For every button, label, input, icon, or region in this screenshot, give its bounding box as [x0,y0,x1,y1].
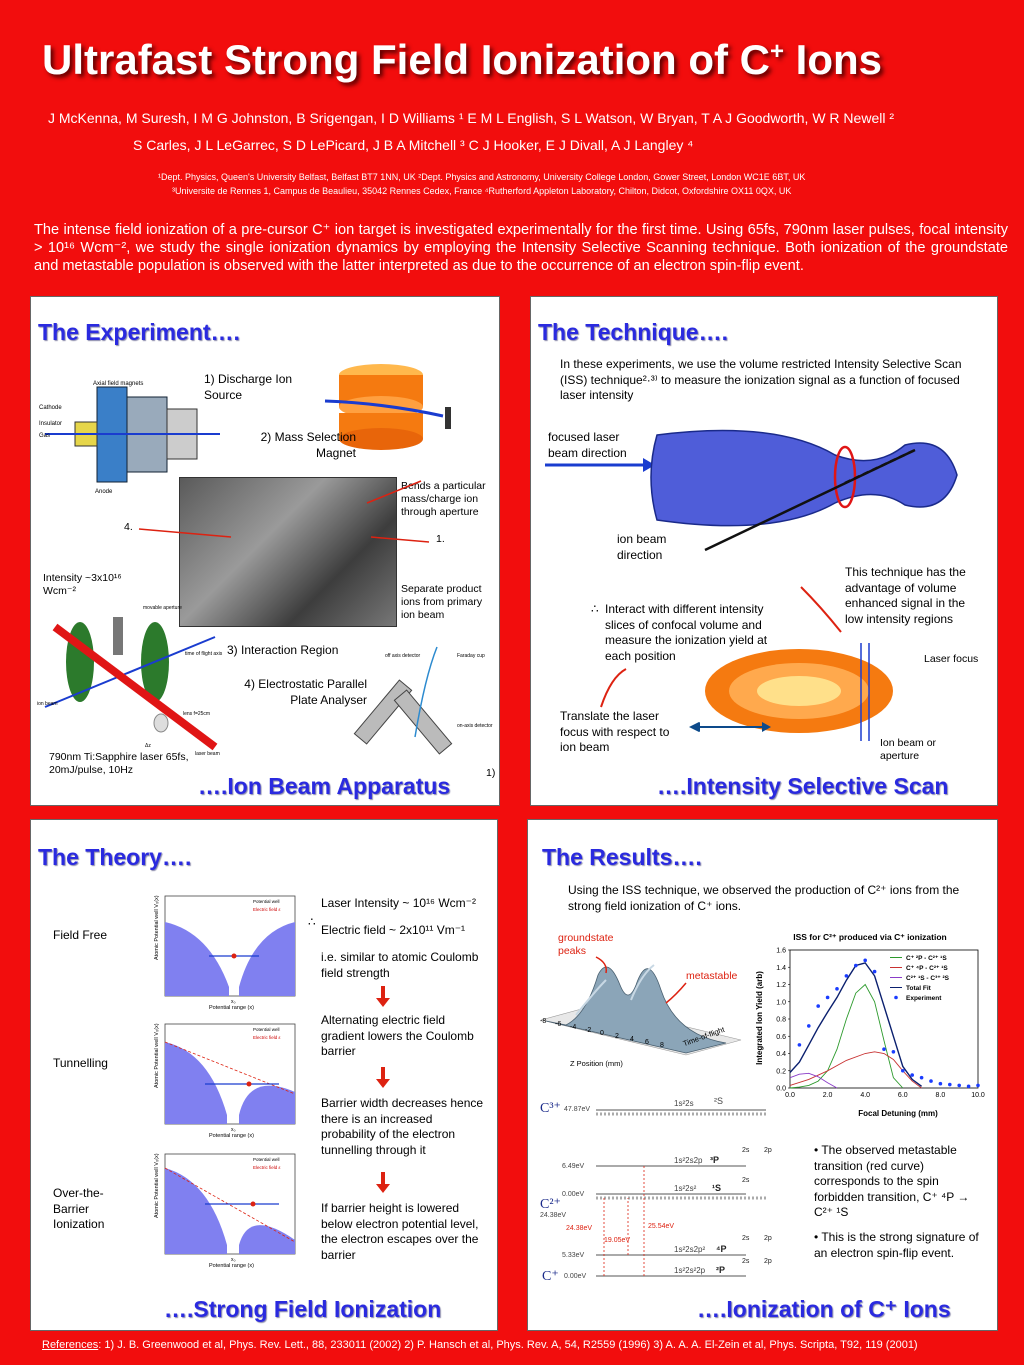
c3-config: 1s²2s [674,1099,694,1108]
gas-label: Gas [39,433,51,439]
affiliations-line-2: ³Universite de Rennes 1, Campus de Beaulieu, 35042 Rennes Cedex, France ⁴Rutherford Appleton Laboratory, Chilton, Didcot, Oxfordshire OX11 0QX, UK [172,186,792,196]
row-tunnelling: Tunnelling [53,1056,108,1070]
theory-therefore: ∴ [308,915,316,929]
theory-step3: If barrier height is lowered below electron potential level, the electron escapes over the barrier [321,1201,479,1262]
chart-ytick-label: 0.2 [776,1068,786,1076]
surface-tick: -8 [540,1018,547,1025]
potential-plot-otb [149,1150,299,1268]
ionbeam-label: ion beam [37,701,58,707]
surface-tick: -6 [555,1021,562,1028]
dz-label: Δz [145,743,151,749]
results-intro: Using the ISS technique, we observed the production of C²⁺ ions from the strong field ionization of C⁺ ions. [568,883,960,913]
chart-ytick-label: 0.0 [776,1085,786,1093]
plot2-legend-field: Electric field ε [253,1035,281,1040]
plot1-legend-field: Electric field ε [253,907,281,912]
label-ion-beam-direction: ion beam direction [617,532,667,562]
chart-point [967,1084,971,1088]
results-panel [527,819,998,1331]
plot3-legend-field: Electric field ε [253,1165,281,1170]
c2-term-1: ³P [710,1155,719,1165]
c3-term: ²S [714,1096,723,1106]
theory-similar: i.e. similar to atomic Coulomb field strength [321,950,479,980]
theory-panel [30,819,498,1331]
abstract: The intense field ionization of a pre-cursor C⁺ ion target is investigated experimentally for the first time. Using 65fs, 790nm laser pulses, focal intensity > 10¹⁶ Wcm⁻², we study the single ionization dynamics by employing the Intensity Selective Scanning technique. Both ionization of the groundstate and metastable population is observed with the latter interpreted as due to the occurrence of an electron spin-flip event. [34,222,1008,274]
arrow-down-1 [381,986,385,1000]
authors-line-2: S Carles, J L LeGarrec, S D LePicard, J B A Mitchell ³ C J Hooker, E J Divall, A J Langley ⁴ [133,137,694,153]
chart-xtick-label: 4.0 [860,1092,871,1099]
chart-point [807,1024,811,1028]
surface-tick: 8 [660,1042,664,1049]
chart-ytick-label: 1.0 [776,999,786,1007]
label-analyser: 4) Electrostatic Parallel Plate Analyser [244,677,367,707]
aperture-label: movable aperture [143,605,182,611]
technique-panel [530,296,998,806]
theory-step1: Alternating electric field gradient lowers the Coulomb barrier [321,1013,474,1058]
plot3-xlabel: Potential range (x) [209,1263,254,1268]
orbital-2p-a: 2p [764,1147,772,1154]
c2-energy-3: 24.38eV [540,1212,567,1219]
plot2-legend-well: Potential well [253,1027,280,1032]
cp-term-1: ⁴P [716,1244,727,1254]
laserbeam-label: laser beam [195,751,220,757]
cp-ion: C⁺ [542,1269,559,1284]
technique-therefore: ∴ [591,602,599,616]
arrow-down-3 [381,1172,385,1186]
chart-point [873,970,877,974]
chart-point [976,1084,980,1088]
label-bends: Bends a particular mass/charge ion through aperture [401,480,486,518]
row-field-free: Field Free [53,928,108,942]
orbital-2s-c: 2s [742,1235,750,1242]
c2-energy-2: 0.00eV [562,1191,585,1198]
surface-tick: -2 [585,1027,592,1034]
potential-plot-tunnelling [149,1020,299,1138]
cp-term-2: ²P [716,1265,725,1275]
plot2-ylabel: Atomic Potential well V₀(x) [154,1023,160,1088]
label-focused-beam: focused laser beam direction [548,430,627,460]
orbital-2p-c: 2p [764,1235,772,1242]
plot2-x0: x₀ [231,1127,236,1133]
chart-ytick-label: 0.4 [776,1051,786,1058]
cp-config-1: 1s²2s2p² [674,1245,706,1254]
technique-footer: ….Intensity Selective Scan [657,773,949,799]
poster-title: Ultrafast Strong Field Ionization of C+ Ions [42,36,883,83]
chart-xtick-label: 10.0 [971,1092,985,1099]
label-interact: Interact with different intensity slices of confocal volume and measure the ionization yield at each position [605,602,768,663]
results-bullet-1: • The observed metastable transition (red curve) corresponds to the spin forbidden transition, C⁺ ⁴P → C²⁺ ¹S [814,1143,970,1219]
chart-ytick-label: 0.6 [776,1033,786,1041]
orbital-2p-d: 2p [764,1258,772,1265]
technique-intro: In these experiments, we use the volume restricted Intensity Selective Scan (ISS) technique²·³⁾ to measure the ionization signal as a function of focused laser intensity [560,357,962,402]
results-title: The Results…. [542,844,702,870]
c3-energy: 47.87eV [564,1106,591,1113]
c2-term-2: ¹S [712,1183,721,1193]
plot3-ylabel: Atomic Potential well V₀(x) [154,1153,160,1218]
orbital-2s-b: 2s [742,1177,750,1184]
label-intensity: Intensity ~3x10¹⁶ Wcm⁻² [43,572,122,597]
plot1-legend-well: Potential well [253,899,280,904]
interaction-region-diagram [35,597,225,757]
surface-tick: 2 [615,1033,619,1040]
lens-label: lens f=25cm [183,711,211,717]
surface-tick: 0 [600,1030,604,1037]
marker-4: 4. [124,521,133,533]
technique-title: The Technique…. [538,319,728,345]
chart-xtick-label: 8.0 [935,1092,946,1099]
c2-config-1: 1s²2s2p [674,1156,703,1165]
plot2-xlabel: Potential range (x) [209,1133,254,1138]
chart-point [892,1050,896,1054]
chart-ytick-label: 0.8 [776,1016,786,1024]
plot1-ylabel: Atomic Potential well V₀(x) [154,895,160,960]
label-discharge-source: 1) Discharge Ion Source [204,372,293,402]
translate-double-arrow [691,717,771,737]
label-mass-selection: 2) Mass Selection Magnet [260,430,356,460]
results-bullet-2: • This is the strong signature of an electron spin-flip event. [814,1230,979,1260]
label-interaction-region: 3) Interaction Region [227,643,339,657]
label-ion-aperture: Ion beam or aperture [880,737,937,762]
chart-point [798,1043,802,1047]
cp-energy-1: 5.33eV [562,1252,585,1259]
chart-legend-label: C⁺ ²P - C²⁺ ¹S [906,955,947,962]
chart-legend-label: Experiment [906,995,942,1002]
theory-step2: Barrier width decreases hence there is an increased probability of the electron tunnelling through it [321,1096,484,1157]
chart-xtick-label: 2.0 [822,1092,833,1099]
chart-ylabel: Integrated Ion Yield (arb) [755,971,764,1065]
theory-footer: ….Strong Field Ionization [164,1296,442,1322]
surface-tick: 6 [645,1039,649,1046]
authors-line-1: J McKenna, M Suresh, I M G Johnston, B Srigengan, I D Williams ¹ E M L English, S L Watson, W Bryan, T A J Goodworth, W R Newell ² [48,110,895,126]
surface-ticks [540,1018,680,1049]
focus-beam-diagram [545,415,985,555]
chart-point [882,1047,886,1051]
experiment-footer: ….Ion Beam Apparatus [198,773,451,799]
label-separate: Separate product ions from primary ion beam [401,583,483,621]
gap-3: 25.54eV [648,1223,675,1230]
marker-1b: 1) [486,767,496,779]
faraday-label: Faraday cup [457,653,485,659]
label-groundstate: groundstate peaks [558,932,614,957]
plot1-xlabel: Potential range (x) [209,1005,254,1010]
chart-xlabel: Focal Detuning (mm) [858,1109,938,1118]
chart-legend-marker [894,996,898,1000]
theory-laser-intensity: Laser Intensity ~ 10¹⁶ Wcm⁻² [321,896,476,910]
chart-xtick-label: 6.0 [897,1092,908,1099]
orbital-2s-d: 2s [742,1258,750,1265]
chart-ytick-label: 1.6 [776,947,786,955]
chart-point [854,964,858,968]
chart-point [957,1084,961,1088]
surface-ylabel: Time-of-flight [681,1024,726,1049]
chart-point [939,1082,943,1086]
surface-tick: 4 [630,1036,634,1043]
energy-level-diagram [536,1090,804,1285]
label-advantage: This technique has the advantage of volume enhanced signal in the low intensity regions [845,565,966,626]
insulator-label: Insulator [39,421,63,427]
chart-legend-label: Total Fit [906,985,931,992]
chart-point [948,1083,952,1087]
plot3-x0: x₀ [231,1257,236,1263]
chart-point [816,1004,820,1008]
gap-2: 19.05eV [604,1237,631,1244]
chart-point [826,996,830,1000]
chart-point [835,987,839,991]
cp-energy-2: 0.00eV [564,1273,587,1280]
theory-electric-field: Electric field ~ 2x10¹¹ Vm⁻¹ [321,923,466,937]
chart-point [910,1073,914,1077]
advantage-arrow [791,577,851,637]
experiment-panel [30,296,500,806]
marker-1: 1. [436,533,445,545]
c2-config-2: 1s²2s² [674,1184,697,1193]
chart-point [845,974,849,978]
affiliations-line-1: ¹Dept. Physics, Queen's University Belfast, Belfast BT7 1NN, UK ²Dept. Physics and Astronomy, University College London, Gower Street, London WC1E 6BT, UK [158,172,806,182]
chart-point [920,1076,924,1080]
chart-plot-area [790,950,978,1088]
chart-xtick-label: 0.0 [785,1092,795,1099]
plot1-x0: x₀ [231,999,236,1005]
c3-ion: C³⁺ [540,1101,561,1116]
cp-config-2: 1s²2s²2p [674,1266,706,1275]
c2-energy-1: 6.49eV [562,1163,585,1170]
anode-label: Anode [95,489,113,495]
chart-point [929,1079,933,1083]
chart-point [901,1069,905,1073]
theory-title: The Theory…. [38,844,192,870]
gap-1: 24.38eV [566,1225,593,1232]
c2-ion: C²⁺ [540,1197,561,1212]
onaxis-label: on-axis detector [457,723,493,729]
axial-label: Axial field magnets [93,381,144,387]
potential-plot-field-free [149,892,299,1010]
tof-surface-plot [536,945,746,1075]
label-laser-specs: 790nm Ti:Sapphire laser 65fs, 20mJ/pulse, 10Hz [49,751,189,776]
tof-axis-label: time of flight axis [185,651,223,657]
row-otb: Over-the-Barrier Ionization [53,1186,105,1231]
analyser-diagram [345,637,495,767]
surface-tick: -4 [570,1024,577,1031]
orbital-2s-a: 2s [742,1147,750,1154]
chart-ytick-label: 1.2 [776,982,786,989]
surface-xlabel: Z Position (mm) [570,1059,623,1068]
chart-ytick-label: 1.4 [776,964,786,972]
offaxis-label: off axis detector [385,653,421,659]
cathode-label: Cathode [39,405,62,411]
arrow-down-2 [381,1067,385,1081]
chart-legend-label: C²⁺ ¹S - C³⁺ ²S [906,975,949,982]
references: References: 1) J. B. Greenwood et al, Phys. Rev. Lett., 88, 233011 (2002) 2) P. Hansch et al, Phys. Rev. A, 54, R2559 (1996) 3) A. A. A. El-Zein et al, Phys. Scripta, T92, 119 (2001) [42,1339,918,1351]
label-metastable: metastable [686,970,738,982]
chart-title: ISS for C²⁺ produced via C⁺ ionization [793,932,947,942]
label-translate: Translate the laser focus with respect to ion beam [560,709,670,754]
results-footer: ….Ionization of C⁺ Ions [697,1296,951,1322]
chart-legend-label: C⁺ ⁴P - C²⁺ ¹S [906,965,948,972]
label-laser-focus: Laser focus [924,653,979,665]
plot3-legend-well: Potential well [253,1157,280,1162]
experiment-title: The Experiment…. [38,319,240,345]
chart-point [863,959,867,963]
